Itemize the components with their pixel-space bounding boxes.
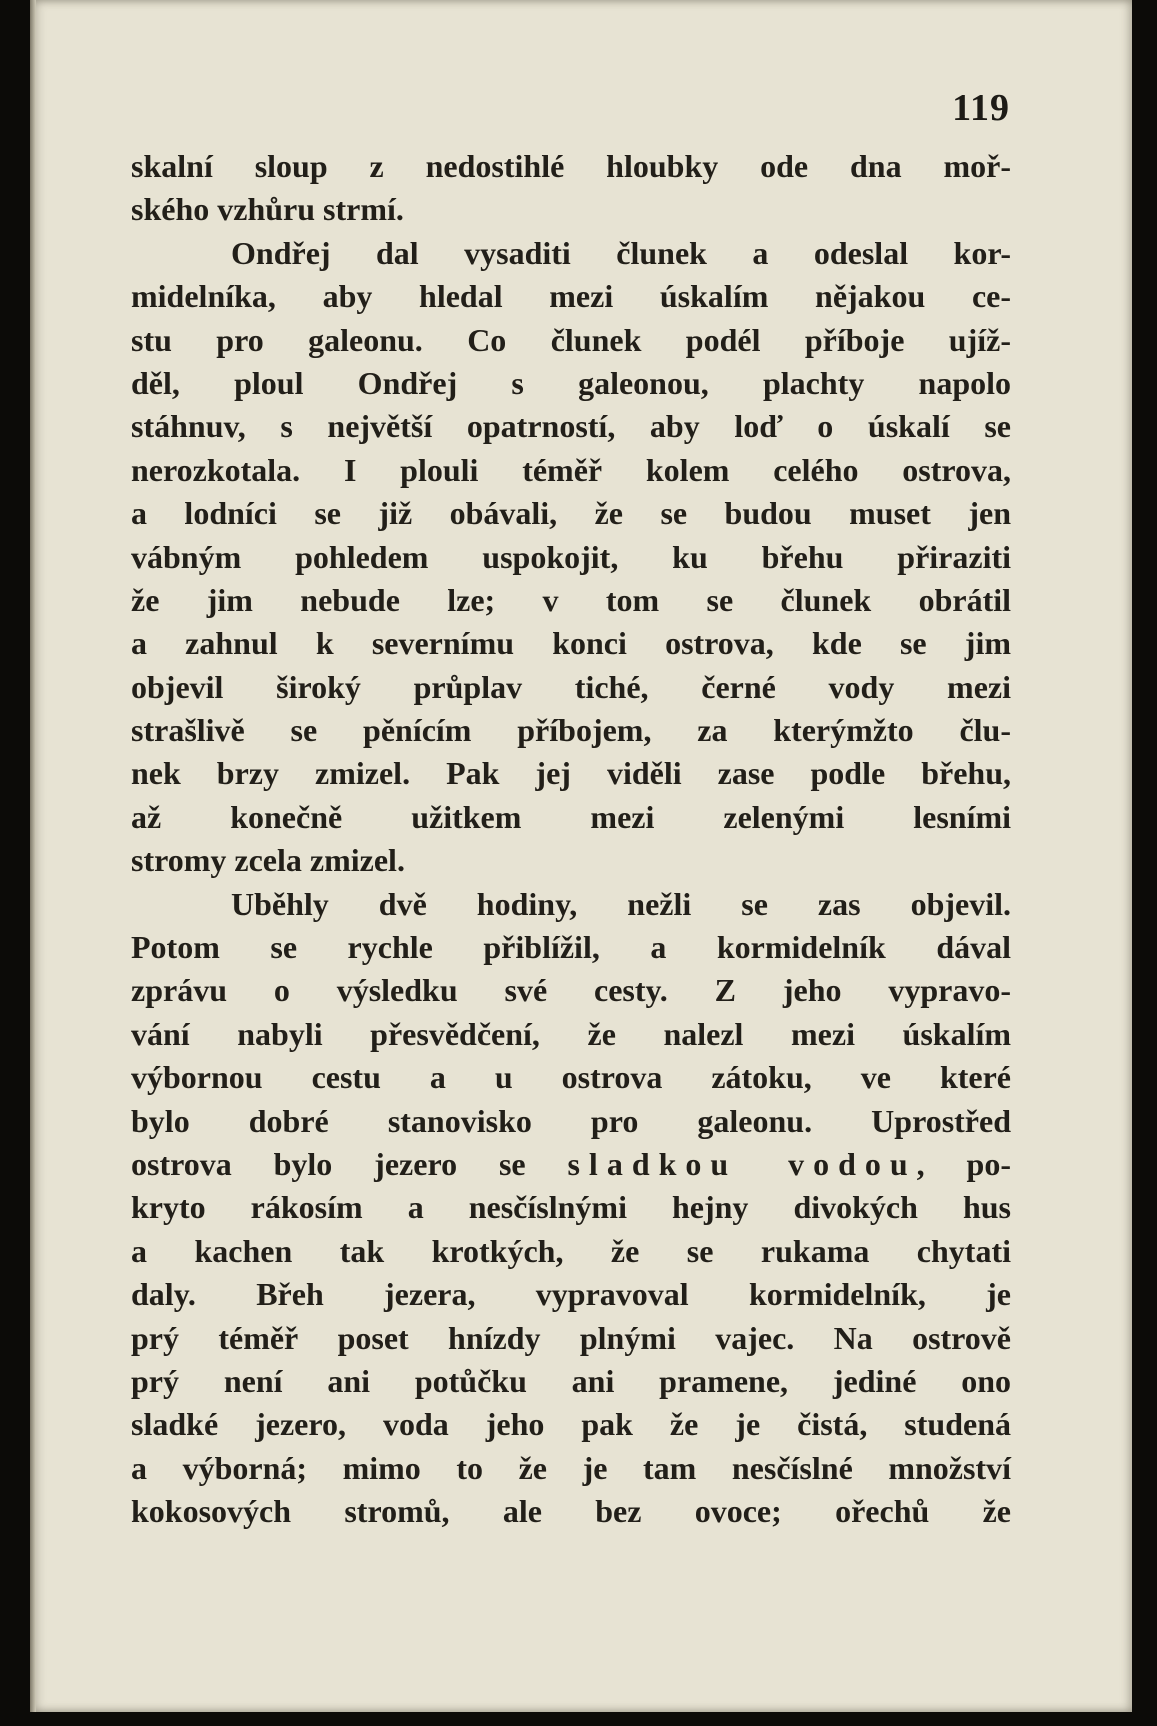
text-line: bylo dobré stanovisko pro galeonu. Uprostřed [131,1102,1011,1139]
text-line: prý není ani potůčku ani pramene, jediné ono [131,1362,1011,1399]
text-segment: ostrova bylo jezero se [131,1145,568,1182]
text-line: Ondřej dal vysaditi člunek a odeslal kor- [231,234,1011,271]
text-line: zprávu o výsledku své cesty. Z jeho vypravo- [131,972,1011,1009]
text-line: a kachen tak krotkých, že se rukama chytati [131,1232,1011,1269]
text-line: Uběhly dvě hodiny, nežli se zas objevil. [231,885,1011,922]
text-line: stáhnuv, s největší opatrností, aby loď o úskalí se [131,408,1011,445]
text-line: skalní sloup z nedostihlé hloubky ode dna moř- [131,148,1011,184]
text-line: objevil široký průplav tiché, černé vody mezi [131,668,1011,705]
text-line: kokosových stromů, ale bez ovoce; ořechů že [131,1493,1011,1530]
body-text [131,145,1011,1534]
text-line: sladké jezero, voda jeho pak že je čistá, studená [131,1406,1011,1443]
page-number: 119 [952,87,1010,129]
text-line: Potom se rychle přiblížil, a kormidelník dával [131,929,1011,966]
text-line: nek brzy zmizel. Pak jej viděli zase podle břehu, [131,755,1011,792]
text-line: vábným pohledem uspokojit, ku břehu přiraziti [131,538,1011,575]
text-segment: , po- [916,1145,1011,1182]
text-line: a výborná; mimo to že je tam nesčíslné množství [131,1449,1011,1486]
text-line: prý téměř poset hnízdy plnými vajec. Na ostrově [131,1319,1011,1356]
text-line: stu pro galeonu. Co člunek podél příboje ujíž- [131,321,1011,358]
text-line: výbornou cestu a u ostrova zátoku, ve které [131,1059,1011,1096]
text-line: až konečně užitkem mezi zelenými lesními [131,798,1011,835]
text-line: děl, ploul Ondřej s galeonou, plachty napolo [131,364,1011,401]
text-line: vání nabyli přesvědčení, že nalezl mezi úskalím [131,1015,1011,1052]
text-line: stromy zcela zmizel. [131,842,405,879]
emphasized-text: sladkou vodou [567,1145,917,1182]
text-line: a lodníci se již obávali, že se budou muset jen [131,495,1011,532]
text-line: midelníka, aby hledal mezi úskalím nějakou ce- [131,278,1011,315]
text-line: kryto rákosím a nesčíslnými hejny divokých hus [131,1189,1011,1226]
text-line: strašlivě se pěnícím příbojem, za kterýmžto člu- [131,712,1011,749]
page-gutter-shadow [30,0,36,1712]
text-line: daly. Břeh jezera, vypravoval kormidelník, je [131,1276,1011,1313]
text-line: nerozkotala. I plouli téměř kolem celého ostrova, [131,451,1011,488]
text-line: a zahnul k severnímu konci ostrova, kde se jim [131,625,1011,662]
text-line [131,1143,1011,1186]
text-line: že jim nebude lze; v tom se člunek obrátil [131,581,1011,618]
page-sheet [30,0,1132,1712]
text-line: ského vzhůru strmí. [131,191,404,228]
